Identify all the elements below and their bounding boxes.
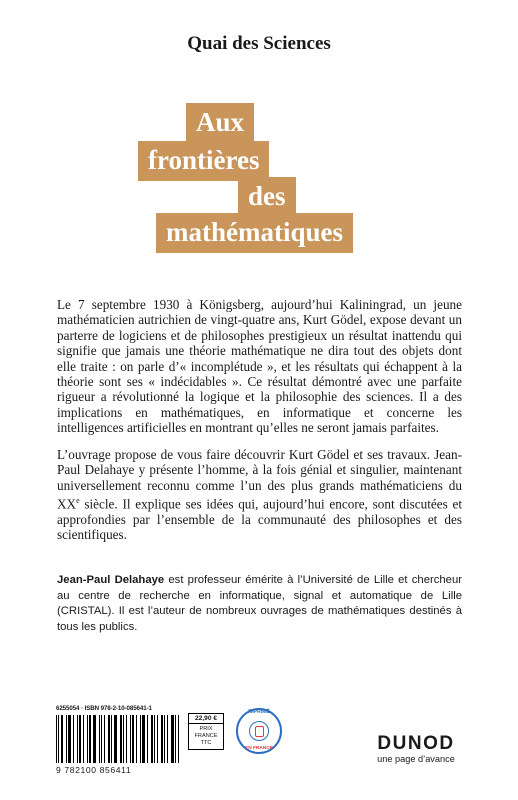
barcode-digits: 9 782100 856411: [56, 765, 132, 775]
barcode-bar: [58, 715, 59, 763]
barcode-bar: [83, 715, 84, 763]
barcode-bar: [154, 715, 155, 763]
barcode-bar: [104, 715, 105, 763]
barcode-bar: [171, 715, 174, 763]
barcode-bar: [147, 715, 148, 763]
barcode-bar: [56, 715, 57, 763]
barcode-bar: [77, 715, 78, 763]
title-line-3: des: [238, 177, 296, 217]
publisher-logo: [366, 734, 466, 765]
barcode-bar: [178, 715, 179, 763]
en-france-label: EN FRANCE: [245, 746, 273, 751]
imprime-label: IMPRIMÉ: [248, 709, 270, 715]
title-line-1: Aux: [186, 103, 254, 143]
barcode-bar: [99, 715, 100, 763]
barcode-bar: [132, 715, 134, 763]
author-bio-text: est professeur émérite à l’Université de Lille et chercheur au centre de recherche en informatique, signal et automatique de Lille (CRISTAL). Il est l’auteur de nombreux ouvrages de mathématiques destinés à tous les publics.: [57, 574, 462, 633]
barcode-bar: [87, 715, 88, 763]
barcode-bar: [130, 715, 131, 763]
barcode-bar: [142, 715, 145, 763]
france-map-icon: [249, 721, 269, 741]
price: 22,90 €: [189, 714, 223, 724]
barcode-bar: [151, 715, 153, 763]
paragraph-2-text: L’ouvrage propose de vous faire découvrir Kurt Gödel et ses travaux. Jean-Paul Delahaye y présente l’homme, à la fois génial et singulier, maintenant universellement reconnu comme l’un des plus grands mathématiciens du XX: [57, 447, 462, 512]
price-label: PRIX FRANCE TTC: [194, 726, 218, 746]
barcode-bars: [56, 715, 184, 763]
barcode-bar: [126, 715, 127, 763]
barcode-bar: [123, 715, 124, 763]
summary-paragraph-1: Le 7 septembre 1930 à Königsberg, aujourd’hui Kaliningrad, un jeune mathématicien autrichien de vingt-quatre ans, Kurt Gödel, expose devant un parterre de logiciens et de philosophes prestigieux un résultat inattendu qui signifie que jamais une théorie mathématique ne dira tout des objets dont elle traite : on parle d’« incomplétude », et les résultats qui échappent à la théorie sont ses « indécidables ». Ce résultat démontré avec une parfaite rigueur a révolutionné la logique et la philosophie des sciences. Il a des implications en mathématiques, en informatique et concerne les intelligences artificielles en montrant qu’elles ne seront jamais parfaites.: [57, 297, 462, 436]
barcode-bar: [108, 715, 110, 763]
publisher-tagline: une page d’avance: [377, 754, 455, 764]
author-bio: [57, 573, 462, 635]
century-superscript: e: [76, 496, 80, 506]
series-name: Quai des Sciences: [187, 33, 331, 54]
imprime-en-france-badge: [236, 708, 282, 754]
barcode-bar: [120, 715, 122, 763]
isbn-line: 6255054 · ISBN 978-2-10-085641-1: [56, 705, 152, 712]
barcode-bar: [73, 715, 74, 763]
title-line-2: frontières: [138, 141, 269, 181]
barcode-bar: [79, 715, 81, 763]
paragraph-2-text-end: siècle. Il explique ses idées qui, aujourd’hui encore, sont discutées et approfondies par l’ensemble de la communauté des philosophes et des scientifiques.: [57, 496, 462, 543]
barcode-bar: [89, 715, 91, 763]
barcode-bar: [66, 715, 67, 763]
barcode-bar: [101, 715, 102, 763]
barcode-bar: [175, 715, 176, 763]
barcode-bar: [111, 715, 112, 763]
barcode-bar: [114, 715, 117, 763]
barcode-bar: [140, 715, 141, 763]
price-box: [188, 713, 224, 750]
barcode-bar: [68, 715, 71, 763]
author-name: Jean-Paul Delahaye: [57, 574, 165, 586]
publisher-name: DUNOD: [377, 733, 455, 754]
barcode-bar: [164, 715, 165, 763]
barcode-bar: [167, 715, 168, 763]
barcode-bar: [136, 715, 137, 763]
barcode-bar: [61, 715, 63, 763]
barcode-bar: [157, 715, 158, 763]
barcode-block: [56, 705, 222, 775]
barcode-bar: [93, 715, 96, 763]
summary-paragraph-2: [57, 447, 462, 543]
barcode-bar: [161, 715, 163, 763]
title-line-4: mathématiques: [156, 213, 353, 253]
